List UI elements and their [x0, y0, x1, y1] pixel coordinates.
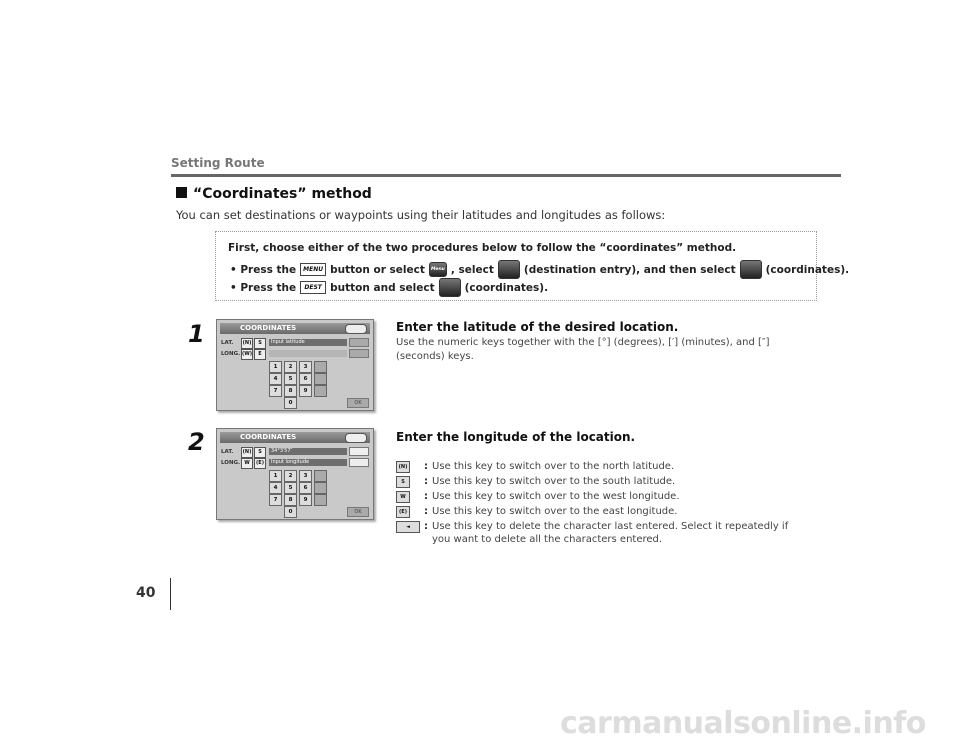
dest-key-icon: DEST: [300, 281, 326, 294]
numpad-key[interactable]: 1: [269, 470, 282, 482]
key-description-east: [396, 505, 816, 518]
minute-key[interactable]: [314, 373, 327, 385]
numpad-key[interactable]: 0: [284, 506, 297, 518]
kd-colon: :: [424, 476, 428, 487]
key-description-west: [396, 490, 816, 503]
line2-text-e: (coordinates).: [765, 263, 850, 276]
west-key[interactable]: W: [241, 458, 253, 469]
numpad-key[interactable]: 4: [269, 482, 282, 494]
line2-text-c: , select: [450, 263, 494, 276]
back-arrow-icon: [345, 433, 367, 443]
north-key[interactable]: (N): [241, 338, 253, 349]
line3-text-b: button and select: [330, 281, 435, 294]
step-1-number: 1: [188, 320, 205, 348]
step-2-heading: Enter the longitude of the location.: [396, 430, 636, 444]
south-key-icon: S: [396, 476, 410, 488]
screen-title: COORDINATES: [240, 433, 297, 441]
section-divider: [171, 174, 841, 177]
coordinates-icon: [740, 260, 762, 279]
instruction-box: [215, 231, 850, 301]
north-key-icon: (N): [396, 461, 410, 473]
delete-key[interactable]: [349, 338, 369, 347]
square-bullet-icon: [176, 187, 187, 198]
key-description-south: [396, 475, 816, 488]
degree-key[interactable]: [314, 470, 327, 482]
step-1-body: Use the numeric keys together with the [°] (degrees), [′] (minutes), and [″] (seconds) keys.: [396, 337, 770, 362]
kd-text: Use this key to switch over to the south latitude.: [432, 476, 676, 487]
delete-key-icon: ◄: [396, 521, 420, 533]
instruction-line-2: [230, 260, 849, 279]
south-key[interactable]: S: [254, 447, 266, 458]
line3-text-c: (coordinates).: [464, 281, 549, 294]
ok-button[interactable]: OK: [347, 507, 369, 517]
menu-key-icon: MENU: [300, 263, 326, 276]
key-description-north: [396, 460, 816, 473]
south-key[interactable]: S: [254, 338, 266, 349]
north-key[interactable]: (N): [241, 447, 253, 458]
degree-key[interactable]: [314, 361, 327, 373]
latitude-input[interactable]: Input latitude: [269, 339, 347, 346]
kd-colon: :: [424, 506, 428, 517]
delete-key[interactable]: [349, 447, 369, 456]
page-number: 40: [136, 585, 156, 601]
lat-label: LAT.: [221, 449, 234, 455]
method-title-text: “Coordinates” method: [193, 186, 372, 202]
line3-text-a: • Press the: [230, 281, 297, 294]
numpad-key[interactable]: 6: [299, 373, 312, 385]
numpad-key[interactable]: 1: [269, 361, 282, 373]
intro-text: You can set destinations or waypoints using their latitudes and longitudes as follows:: [176, 208, 666, 222]
second-key[interactable]: [314, 385, 327, 397]
numpad-key[interactable]: 9: [299, 385, 312, 397]
instruction-line-1-text: First, choose either of the two procedures below to follow the “coordinates” method.: [228, 242, 737, 254]
numpad-key[interactable]: 7: [269, 494, 282, 506]
latitude-input[interactable]: 34°3′57″: [269, 448, 347, 455]
numpad-key[interactable]: 5: [284, 482, 297, 494]
step-2-number: 2: [188, 428, 205, 456]
numpad-key[interactable]: 8: [284, 385, 297, 397]
east-key-icon: (E): [396, 506, 410, 518]
numpad-key[interactable]: 8: [284, 494, 297, 506]
screen-header: [220, 432, 370, 443]
numpad-key[interactable]: 2: [284, 470, 297, 482]
section-title: Setting Route: [171, 156, 265, 170]
longitude-input[interactable]: Input longitude: [269, 459, 347, 466]
screen-title: COORDINATES: [240, 324, 297, 332]
kd-text: Use this key to switch over to the west longitude.: [432, 491, 680, 502]
numpad-key[interactable]: 7: [269, 385, 282, 397]
coordinates-icon: [439, 278, 461, 297]
menu-icon: Menu: [429, 262, 447, 277]
east-key[interactable]: E: [254, 349, 266, 360]
numpad-key[interactable]: 0: [284, 397, 297, 409]
kd-text: Use this key to switch over to the north latitude.: [432, 461, 675, 472]
minute-key[interactable]: [314, 482, 327, 494]
numpad-key[interactable]: 3: [299, 361, 312, 373]
longitude-input[interactable]: [269, 350, 347, 357]
step-1-heading: Enter the latitude of the desired location.: [396, 320, 679, 334]
east-key[interactable]: (E): [254, 458, 266, 469]
back-arrow-icon: [345, 324, 367, 334]
numpad-key[interactable]: 2: [284, 361, 297, 373]
line2-text-b: button or select: [330, 263, 425, 276]
coordinates-screen-step-2: [216, 428, 374, 520]
instruction-line-1: [228, 242, 736, 254]
ok-button[interactable]: OK: [347, 398, 369, 408]
kd-colon: :: [424, 461, 428, 472]
destination-entry-icon: [498, 260, 520, 279]
west-key[interactable]: (W): [241, 349, 253, 360]
west-key-icon: W: [396, 491, 410, 503]
line2-text-a: • Press the: [230, 263, 297, 276]
watermark: carmanualsonline.info: [560, 706, 926, 741]
kd-text: Use this key to delete the character last entered. Select it repeatedly if you want to delete all the characters entered.: [432, 521, 789, 545]
key-description-delete: [396, 520, 816, 546]
numpad-key[interactable]: 9: [299, 494, 312, 506]
numpad-key[interactable]: 4: [269, 373, 282, 385]
coordinates-screen-step-1: [216, 319, 374, 411]
screen-header: [220, 323, 370, 334]
long-label: LONG.: [221, 460, 241, 466]
kd-colon: :: [424, 521, 428, 532]
kd-text: Use this key to switch over to the east longitude.: [432, 506, 678, 517]
lat-label: LAT.: [221, 340, 234, 346]
numpad-key[interactable]: 5: [284, 373, 297, 385]
delete-key[interactable]: [349, 349, 369, 358]
long-label: LONG.: [221, 351, 241, 357]
page-number-divider: [170, 578, 171, 610]
kd-colon: :: [424, 491, 428, 502]
method-title: [176, 186, 372, 202]
second-key[interactable]: [314, 494, 327, 506]
numpad-key[interactable]: 3: [299, 470, 312, 482]
delete-key[interactable]: [349, 458, 369, 467]
instruction-line-3: [230, 278, 548, 297]
line2-text-d: (destination entry), and then select: [523, 263, 736, 276]
numpad-key[interactable]: 6: [299, 482, 312, 494]
